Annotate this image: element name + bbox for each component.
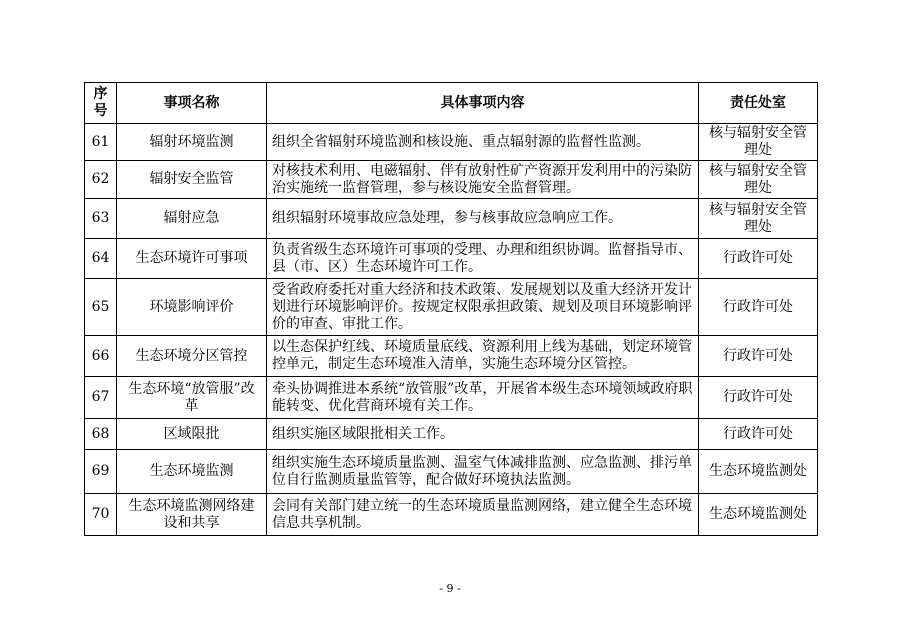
- row-item-name: 生态环境监测网络建设和共享: [117, 494, 267, 536]
- row-content: 负责省级生态环境许可事项的受理、办理和组织协调。监督指导市、县（市、区）生态环境许可工作。: [267, 239, 699, 279]
- table-row: [85, 239, 818, 279]
- table-row: [85, 161, 818, 199]
- row-content: 以生态保护红线、环境质量底线、资源利用上线为基础，划定环境管控单元，制定生态环境准入清单，实施生态环境分区管控。: [267, 336, 699, 377]
- row-item-name: 生态环境许可事项: [117, 239, 267, 279]
- table-header-row: [85, 83, 818, 124]
- header-item-name: 事项名称: [117, 83, 267, 124]
- row-office: 行政许可处: [699, 279, 818, 336]
- row-content: 组织实施区域限批相关工作。: [267, 419, 699, 450]
- row-office: 行政许可处: [699, 239, 818, 279]
- header-office: 责任处室: [699, 83, 818, 124]
- table-row: [85, 494, 818, 536]
- row-no: 70: [85, 494, 117, 536]
- row-no: 61: [85, 124, 117, 161]
- responsibility-table: [84, 82, 818, 536]
- row-content: 受省政府委托对重大经济和技术政策、发展规划以及重大经济开发计划进行环境影响评价。按规定权限承担政策、规划及项目环境影响评价的审查、审批工作。: [267, 279, 699, 336]
- row-no: 63: [85, 199, 117, 239]
- row-content: 会同有关部门建立统一的生态环境质量监测网络，建立健全生态环境信息共享机制。: [267, 494, 699, 536]
- row-item-name: 辐射环境监测: [117, 124, 267, 161]
- row-content: 组织实施生态环境质量监测、温室气体减排监测、应急监测、排污单位自行监测质量监管等，配合做好环境执法监测。: [267, 450, 699, 494]
- row-no: 69: [85, 450, 117, 494]
- row-content: 对核技术利用、电磁辐射、伴有放射性矿产资源开发利用中的污染防治实施统一监督管理，参与核设施安全监督管理。: [267, 161, 699, 199]
- row-office: 核与辐射安全管理处: [699, 124, 818, 161]
- header-no: 序号: [85, 83, 117, 124]
- row-content: 组织全省辐射环境监测和核设施、重点辐射源的监督性监测。: [267, 124, 699, 161]
- table-row: [85, 199, 818, 239]
- row-item-name: 辐射应急: [117, 199, 267, 239]
- table-row: [85, 450, 818, 494]
- row-office: 生态环境监测处: [699, 494, 818, 536]
- row-office: 行政许可处: [699, 377, 818, 419]
- row-no: 67: [85, 377, 117, 419]
- row-item-name: 辐射安全监管: [117, 161, 267, 199]
- header-content: 具体事项内容: [267, 83, 699, 124]
- row-content: 组织辐射环境事故应急处理，参与核事故应急响应工作。: [267, 199, 699, 239]
- row-no: 65: [85, 279, 117, 336]
- row-item-name: 生态环境分区管控: [117, 336, 267, 377]
- row-item-name: 生态环境监测: [117, 450, 267, 494]
- row-no: 68: [85, 419, 117, 450]
- row-item-name: 环境影响评价: [117, 279, 267, 336]
- row-office: 行政许可处: [699, 419, 818, 450]
- row-no: 64: [85, 239, 117, 279]
- row-content: 牵头协调推进本系统“放管服”改革，开展省本级生态环境领域政府职能转变、优化营商环境有关工作。: [267, 377, 699, 419]
- table-row: [85, 336, 818, 377]
- row-item-name: 区域限批: [117, 419, 267, 450]
- row-office: 核与辐射安全管理处: [699, 161, 818, 199]
- table-row: [85, 279, 818, 336]
- row-office: 行政许可处: [699, 336, 818, 377]
- row-office: 核与辐射安全管理处: [699, 199, 818, 239]
- row-no: 66: [85, 336, 117, 377]
- row-item-name: 生态环境“放管服”改革: [117, 377, 267, 419]
- table-row: [85, 377, 818, 419]
- row-no: 62: [85, 161, 117, 199]
- row-office: 生态环境监测处: [699, 450, 818, 494]
- table-row: [85, 419, 818, 450]
- page-number: - 9 -: [439, 582, 461, 595]
- table-row: [85, 124, 818, 161]
